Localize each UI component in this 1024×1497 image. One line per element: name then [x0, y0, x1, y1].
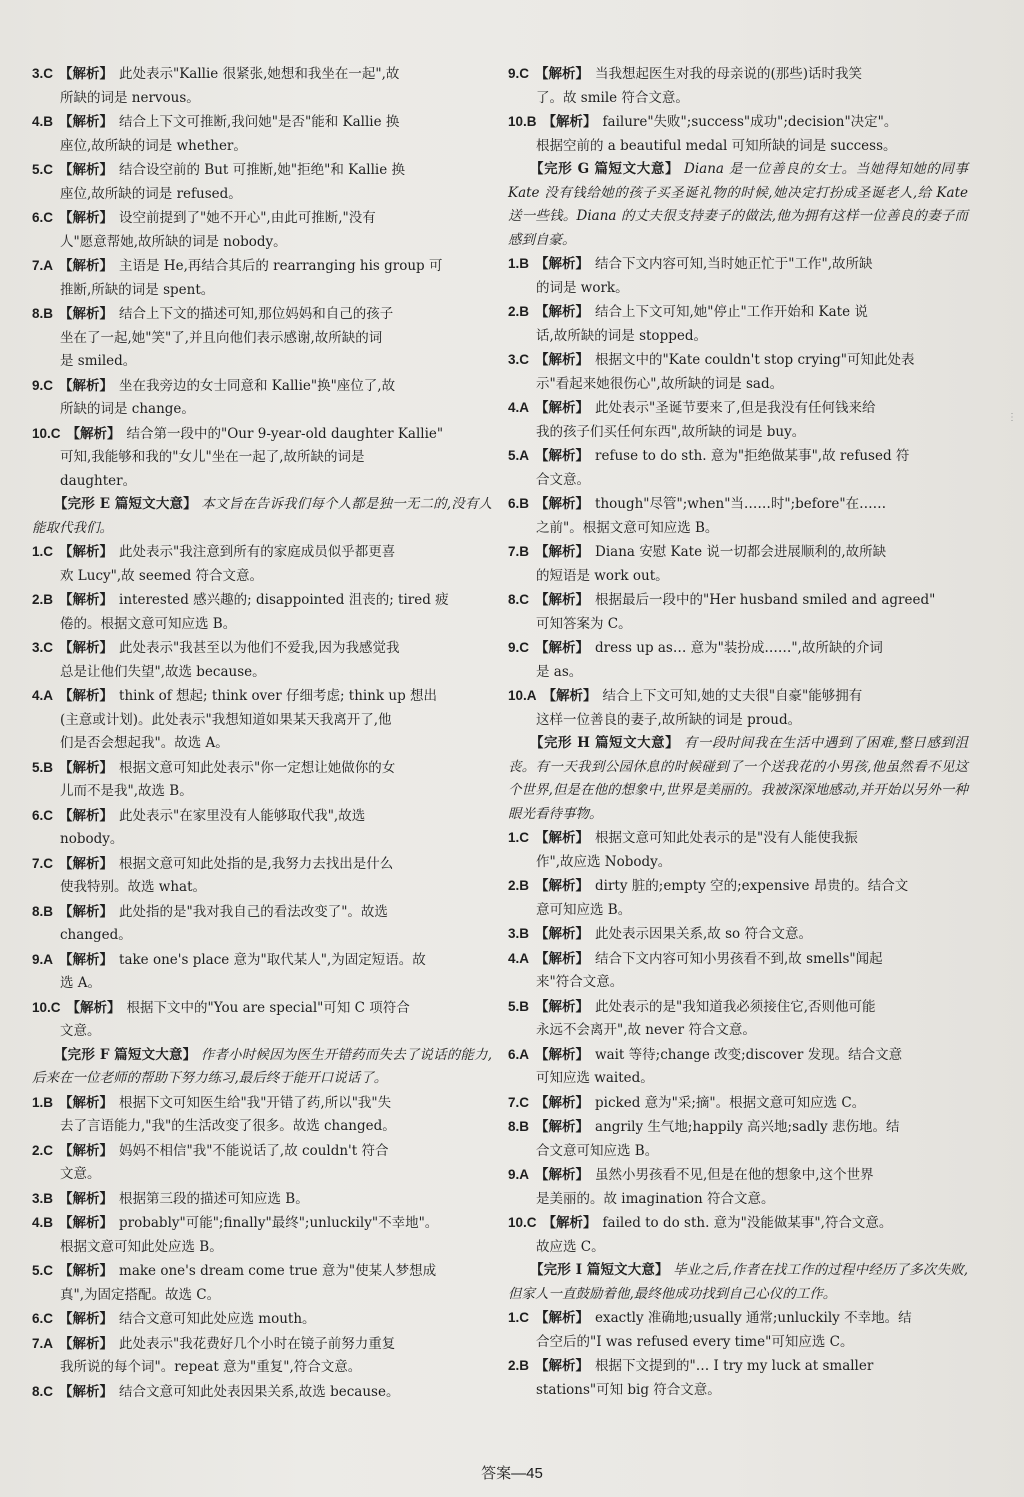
section-text-line: 毕业之后,作者在找工作的过程中经	[673, 1262, 882, 1278]
answer-number: 10.B	[508, 114, 537, 129]
answer-text-line: 根据文意可知此处应选 B。	[60, 1238, 223, 1255]
answer-item	[508, 1043, 968, 1091]
answer-text-line: 结合文意可知此处表因果关系,故选 because。	[119, 1383, 400, 1400]
answer-text-line: 根据下文可知医生给"我"开错了药,所以"我"失	[119, 1094, 392, 1111]
answer-text-line: though"尽管";when"当……时";before"在……	[595, 496, 887, 512]
answer-item	[508, 1354, 968, 1402]
analysis-tag: 【解析】	[59, 640, 114, 656]
answer-text-line: 座位,故所缺的词是 whether。	[60, 137, 247, 154]
answer-text-line: (主意或计划)。此处表示"我想知道如果某天我离开了,他	[60, 711, 392, 728]
answer-text-line: 的词是 work。	[536, 279, 629, 296]
answer-text-line: 我所说的每个词"。repeat 意为"重复",符合文意。	[60, 1359, 362, 1375]
answer-number: 7.B	[508, 544, 530, 559]
answer-item	[508, 492, 968, 540]
answer-text-line: 结合上下文可知,她"停止"工作开始和 Kate 说	[595, 304, 868, 320]
answer-text-line: 结合上下文可推断,我问她"是否"能和 Kallie 换	[119, 114, 400, 130]
answer-item	[508, 922, 968, 947]
section-text-line: 无二的,没有人能取代我们。	[32, 496, 492, 536]
answer-text-line: nobody。	[60, 831, 124, 847]
answer-item	[508, 1115, 968, 1163]
answer-text-line: 永远不会离开",故 never 符合文意。	[536, 1022, 756, 1038]
answer-text-line: 此处表示"在家里没有人能够取代我",故选	[119, 807, 366, 824]
answer-number: 4.B	[32, 1215, 54, 1230]
analysis-tag: 【解析】	[535, 1358, 590, 1374]
section-text-line: 历了多次失败,但家人一直鼓励着他,最终他成功找到自己心仪的	[508, 1262, 968, 1302]
analysis-tag: 【解析】	[535, 950, 590, 967]
answer-number: 9.A	[508, 1167, 530, 1182]
answer-text-line: 儿而不是我",故选 B。	[60, 783, 193, 799]
answer-number: 2.C	[32, 1142, 54, 1158]
analysis-tag: 【解析】	[59, 306, 114, 322]
section-title: 【完形 E 篇短文大意】	[54, 496, 197, 512]
answer-text-line: take one's place 意为"取代某人",为固定短语。故	[119, 951, 426, 968]
answer-item	[32, 302, 492, 374]
analysis-tag: 【解析】	[59, 951, 114, 968]
answer-text-line: 可知应选 waited。	[536, 1070, 654, 1086]
answer-number: 2.B	[508, 304, 530, 319]
answer-text-line: 主语是 He,再结合其后的 rearranging his group 可	[119, 258, 443, 274]
answer-text-line: 结合下文内容可知,当时她正忙于"工作",故所缺	[595, 256, 873, 272]
answer-item	[32, 422, 492, 494]
section-summary	[508, 1259, 968, 1306]
answer-number: 6.C	[32, 807, 54, 823]
answer-text-line: 根据文意可知此处指的是,我努力去找出是什么	[119, 855, 394, 872]
answer-item	[508, 252, 968, 300]
answer-item	[32, 1259, 492, 1307]
answer-text-line: 此处表示"圣诞节要来了,但是我没有任何钱来给	[595, 400, 876, 416]
answer-text-line: picked 意为"采;摘"。根据文意可知应选 C。	[595, 1094, 866, 1111]
analysis-tag: 【解析】	[59, 114, 114, 130]
answer-number: 8.B	[508, 1119, 530, 1134]
answer-text-line: 此处指的是"我对我自己的看法改变了"。故选	[119, 903, 388, 920]
answer-item	[32, 900, 492, 948]
answer-text-line: changed。	[60, 927, 132, 943]
analysis-tag: 【解析】	[535, 304, 590, 320]
answer-text-line: 之前"。根据文意可知应选 B。	[536, 519, 719, 536]
answer-text-line: probably"可能";finally"最终";unluckily"不幸地"。	[119, 1215, 439, 1231]
answer-number: 10.A	[508, 688, 537, 703]
answer-text-line: 合文意可知应选 B。	[536, 1142, 659, 1159]
answer-number: 4.A	[508, 950, 530, 966]
answer-text-line: 根据下文提到的"… I try my luck at smaller	[595, 1358, 874, 1374]
answer-number: 2.B	[508, 1358, 530, 1373]
answer-text-line: 人"愿意帮她,故所缺的词是 nobody。	[60, 233, 287, 250]
answer-text-line: 坐在我旁边的女士同意和 Kallie"换"座位了,故	[119, 377, 396, 394]
answer-text-line: 去了言语能力,"我"的生活改变了很多。故选 changed。	[60, 1118, 396, 1134]
answer-text-line: 妈妈不相信"我"不能说话了,故 couldn't 符合	[119, 1142, 389, 1159]
answer-number: 10.C	[32, 425, 61, 441]
analysis-tag: 【解析】	[535, 256, 590, 272]
answer-number: 5.C	[32, 162, 54, 177]
answer-item	[508, 1163, 968, 1211]
analysis-tag: 【解析】	[535, 878, 590, 894]
section-summary	[508, 158, 968, 252]
answer-text-line: 总是让他们失望",故选 because。	[60, 663, 266, 680]
answer-item	[32, 756, 492, 804]
analysis-tag: 【解析】	[59, 1383, 114, 1400]
answer-number: 6.B	[508, 496, 530, 511]
analysis-tag: 【解析】	[535, 1119, 590, 1135]
section-text-line: 他为拥有这样一位善良的妻子而感到自豪。	[508, 208, 969, 248]
answer-item	[32, 684, 492, 756]
answer-item	[508, 995, 968, 1043]
answer-text-line: 此处表示"我注意到所有的家庭成员似乎都更喜	[119, 544, 396, 560]
analysis-tag: 【解析】	[535, 544, 590, 560]
answer-item	[32, 1139, 492, 1187]
answer-text-line: 结合第一段中的"Our 9-year-old daughter Kallie"	[126, 425, 444, 442]
answer-text-line: 此处表示的是"我知道我必须接住它,否则他可能	[595, 998, 876, 1015]
answer-item	[508, 444, 968, 492]
answer-number: 7.C	[508, 1094, 530, 1110]
answer-text-line: 可知答案为 C。	[536, 615, 632, 632]
section-text-line: 作者小时候因为医生开错药而失去	[200, 1046, 406, 1063]
answer-number: 5.B	[508, 998, 530, 1014]
answer-item	[508, 540, 968, 588]
answer-number: 8.B	[32, 306, 54, 321]
analysis-tag: 【解析】	[59, 544, 114, 560]
answer-text-line: 这样一位善良的妻子,故所缺的词是 proud。	[536, 711, 802, 728]
answer-item	[508, 110, 968, 158]
answer-text-line: 们是否会想起我"。故选 A。	[60, 735, 229, 751]
section-title: 【完形 G 篇短文大意】	[530, 161, 680, 177]
answer-item	[32, 254, 492, 302]
answer-text-line: 座位,故所缺的词是 refused。	[60, 185, 242, 202]
answer-item	[32, 1187, 492, 1212]
analysis-tag: 【解析】	[59, 1263, 114, 1279]
answer-number: 2.B	[32, 592, 54, 607]
analysis-tag: 【解析】	[535, 926, 590, 942]
answer-text-line: 是 smiled。	[60, 353, 137, 369]
answer-number: 8.C	[32, 1383, 54, 1399]
answer-item	[508, 300, 968, 348]
answer-text-line: 当我想起医生对我的母亲说的(那些)话时我笑	[595, 66, 863, 82]
section-text-line: 成圣诞老人,给 Kate 送一些钱。Diana 的丈夫很支持妻子的做法,	[508, 184, 968, 224]
answer-number: 10.C	[32, 999, 61, 1015]
answer-number: 3.C	[508, 352, 530, 367]
analysis-tag: 【解析】	[535, 640, 590, 656]
answer-text-line: 此处表示因果关系,故 so 符合文意。	[595, 926, 812, 942]
answer-number: 1.C	[32, 544, 54, 559]
answer-item	[508, 588, 968, 636]
section-summary	[32, 1044, 492, 1091]
answer-number: 9.C	[32, 377, 54, 393]
answer-number: 1.C	[508, 1310, 530, 1325]
page-footer: 答案—45	[481, 1465, 543, 1482]
answer-item	[508, 348, 968, 396]
answer-number: 8.C	[508, 592, 530, 607]
answer-text-line: 使我特别。故选 what。	[60, 879, 207, 895]
answer-item	[32, 374, 492, 422]
analysis-tag: 【解析】	[535, 1310, 590, 1326]
answer-number: 6.C	[32, 1311, 54, 1326]
answer-text-line: dirty 脏的;empty 空的;expensive 昂贵的。结合文	[595, 878, 909, 894]
answer-item	[32, 1380, 492, 1405]
answer-text-line: 合文意。	[536, 471, 590, 488]
answer-item	[32, 206, 492, 254]
answer-item	[508, 396, 968, 444]
answer-item	[32, 636, 492, 684]
analysis-tag: 【解析】	[66, 999, 121, 1016]
answer-item	[32, 1091, 492, 1139]
answer-text-line: 可知,我能够和我的"女儿"坐在一起了,故所缺的词是	[60, 449, 365, 465]
answer-text-line: 作",故应选 Nobody。	[536, 853, 672, 870]
section-title: 【完形 I 篇短文大意】	[530, 1262, 669, 1278]
answer-text-line: 此处表示"我甚至以为他们不爱我,因为我感觉我	[119, 640, 400, 656]
section-text-line: 了说话的能力,后来在一位老师的帮助下努力练习,最后终于能开	[32, 1046, 493, 1086]
section-summary	[32, 493, 492, 540]
answer-text-line: interested 感兴趣的; disappointed 沮丧的; tired 疲	[119, 592, 449, 608]
section-text-line: 的。我被深深地感动,并开始以另外一种眼光看待事物。	[508, 782, 968, 822]
answer-number: 3.B	[32, 1190, 54, 1206]
analysis-tag: 【解析】	[542, 114, 597, 130]
answer-text-line: stations"可知 big 符合文意。	[536, 1381, 721, 1398]
analysis-tag: 【解析】	[59, 1094, 114, 1111]
answer-text-line: Diana 安慰 Kate 说一切都会进展顺利的,故所缺	[595, 544, 887, 560]
answer-item	[32, 110, 492, 158]
analysis-tag: 【解析】	[59, 855, 114, 872]
answer-number: 6.C	[32, 210, 54, 225]
analysis-tag: 【解析】	[66, 425, 121, 442]
answer-text-line: 所缺的词是 change。	[60, 401, 195, 417]
answer-item	[32, 948, 492, 996]
answer-item	[32, 996, 492, 1044]
answer-text-line: 坐在了一起,她"笑"了,并且向他们表示感谢,故所缺的词	[60, 329, 383, 346]
answer-text-line: 示"看起来她很伤心",故所缺的词是 sad。	[536, 375, 784, 392]
answer-item	[508, 947, 968, 995]
analysis-tag: 【解析】	[59, 377, 114, 394]
answer-number: 4.A	[508, 400, 530, 415]
answer-item	[32, 588, 492, 636]
answer-item	[32, 62, 492, 110]
answer-text-line: 文意。	[60, 1166, 101, 1182]
answer-text-line: daughter。	[60, 472, 137, 489]
answer-item	[508, 684, 968, 732]
section-text-line: 小男孩,他虽然看不见这个世界,但是在他的想象中,世界是美丽	[508, 758, 969, 798]
right-column	[508, 62, 968, 1402]
analysis-tag: 【解析】	[59, 759, 114, 776]
answer-number: 10.C	[508, 1215, 537, 1230]
answer-text-line: 我的孩子们买任何东西",故所缺的词是 buy。	[536, 423, 806, 440]
answer-text-line: 根据最后一段中的"Her husband smiled and agreed"	[595, 592, 936, 608]
section-text-line: 整日感到沮丧。有一天我到公园休息的时候碰到了一个送我花的	[508, 735, 969, 775]
section-text-line: 本文旨在告诉我们每个人都是独一	[201, 496, 406, 512]
answer-item	[32, 1211, 492, 1259]
answer-number: 7.A	[32, 1335, 54, 1351]
answer-text-line: failure"失败";success"成功";decision"决定"。	[602, 114, 898, 130]
answer-text-line: 来"符合文意。	[536, 974, 624, 990]
answer-number: 1.B	[508, 256, 530, 271]
analysis-tag: 【解析】	[535, 998, 590, 1015]
answer-text-line: 设空前提到了"她不开心",由此可推断,"没有	[119, 210, 376, 226]
answer-text-line: 此处表示"我花费好几个小时在镜子前努力重复	[119, 1335, 396, 1352]
answer-number: 3.C	[32, 640, 54, 655]
section-title: 【完形 F 篇短文大意】	[54, 1046, 197, 1063]
analysis-tag: 【解析】	[59, 1190, 114, 1207]
answer-text-line: 结合上下文可知,她的丈夫很"自豪"能够拥有	[602, 688, 863, 704]
section-text-line: 有一段时间我在生活中遇到了困难,	[683, 735, 899, 751]
answer-number: 3.B	[508, 926, 530, 941]
analysis-tag: 【解析】	[535, 352, 590, 368]
answer-text-line: 意可知应选 B。	[536, 901, 632, 918]
analysis-tag: 【解析】	[535, 830, 590, 846]
answer-text-line: 结合文意可知此处应选 mouth。	[119, 1311, 316, 1327]
analysis-tag: 【解析】	[59, 210, 114, 226]
answer-text-line: 根据文意可知此处表示的是"没有人能使我振	[595, 830, 858, 846]
answer-number: 5.A	[508, 448, 530, 463]
answer-item	[508, 1091, 968, 1116]
answer-text-line: 根据文意可知此处表示"你一定想让她做你的女	[119, 759, 396, 776]
answer-item	[508, 826, 968, 874]
left-column	[32, 62, 492, 1404]
analysis-tag: 【解析】	[535, 66, 590, 82]
analysis-tag: 【解析】	[59, 258, 114, 274]
analysis-tag: 【解析】	[542, 1215, 597, 1231]
answer-text-line: make one's dream come true 意为"使某人梦想成	[119, 1263, 437, 1279]
answer-item	[32, 1332, 492, 1380]
answer-text-line: wait 等待;change 改变;discover 发现。结合文意	[595, 1046, 903, 1063]
analysis-tag: 【解析】	[59, 903, 114, 920]
answer-item	[32, 804, 492, 852]
answer-text-line: 根据下文中的"You are special"可知 C 项符合	[126, 999, 410, 1016]
analysis-tag: 【解析】	[535, 1167, 590, 1183]
answer-text-line: 所缺的词是 nervous。	[60, 89, 200, 106]
answer-text-line: 真",为固定搭配。故选 C。	[60, 1286, 221, 1303]
analysis-tag: 【解析】	[542, 688, 597, 704]
margin-dots-decoration: ⋮	[1007, 412, 1016, 423]
answer-item	[32, 1307, 492, 1332]
analysis-tag: 【解析】	[535, 448, 590, 464]
answer-text-line: 是 as。	[536, 663, 583, 680]
answer-text-line: 的短语是 work out。	[536, 567, 669, 584]
analysis-tag: 【解析】	[59, 1215, 114, 1231]
answer-text-line: 文意。	[60, 1023, 101, 1039]
answer-number: 8.B	[32, 903, 54, 919]
answer-text-line: 话,故所缺的词是 stopped。	[536, 327, 707, 344]
answer-item	[32, 540, 492, 588]
answer-number: 6.A	[508, 1046, 530, 1062]
answer-text-line: failed to do sth. 意为"没能做某事",符合文意。	[602, 1215, 893, 1231]
answer-text-line: angrily 生气地;happily 高兴地;sadly 悲伤地。结	[595, 1119, 900, 1135]
answer-number: 2.B	[508, 878, 530, 893]
section-text-line: 口说话了。	[319, 1070, 388, 1086]
answer-text-line: 结合下文内容可知小男孩看不到,故 smells"闻起	[595, 950, 883, 967]
analysis-tag: 【解析】	[59, 807, 114, 824]
answer-text-line: 推断,所缺的词是 spent。	[60, 281, 215, 298]
analysis-tag: 【解析】	[59, 1311, 114, 1327]
answer-text-line: 此处表示"Kallie 很紧张,她想和我坐在一起",故	[119, 66, 400, 82]
section-title: 【完形 H 篇短文大意】	[530, 735, 680, 751]
answer-item	[508, 1306, 968, 1354]
section-text-line: 工作。	[795, 1285, 837, 1302]
section-text-line: Diana 是一位善良的女士。当她得知	[684, 161, 913, 177]
answer-text-line: 故应选 C。	[536, 1238, 605, 1255]
analysis-tag: 【解析】	[535, 400, 590, 416]
answer-number: 1.C	[508, 830, 530, 845]
answer-item	[508, 62, 968, 110]
section-summary	[508, 732, 968, 826]
answer-text-line: think of 想起; think over 仔细考虑; think up 想出	[119, 688, 438, 704]
answer-item	[508, 636, 968, 684]
answer-text-line: 选 A。	[60, 975, 102, 991]
analysis-tag: 【解析】	[59, 162, 114, 178]
answer-number: 5.C	[32, 1263, 54, 1278]
answer-number: 9.C	[508, 66, 530, 81]
analysis-tag: 【解析】	[59, 66, 114, 82]
answer-text-line: 结合上下文的描述可知,那位妈妈和自己的孩子	[119, 306, 394, 322]
answer-number: 4.A	[32, 688, 54, 703]
analysis-tag: 【解析】	[535, 1046, 590, 1063]
answer-number: 7.A	[32, 258, 54, 273]
answer-number: 1.B	[32, 1094, 54, 1110]
answer-text-line: 结合设空前的 But 可推断,她"拒绝"和 Kallie 换	[119, 162, 406, 178]
answer-text-line: 根据空前的 a beautiful medal 可知所缺的词是 success。	[536, 137, 897, 154]
analysis-tag: 【解析】	[59, 1142, 114, 1159]
answer-text-line: 了。故 smile 符合文意。	[536, 89, 689, 106]
answer-number: 4.B	[32, 114, 54, 129]
answer-item	[32, 158, 492, 206]
answer-number: 3.C	[32, 66, 54, 81]
answer-number: 9.A	[32, 951, 54, 967]
answer-text-line: refuse to do sth. 意为"拒绝做某事",故 refused 符	[595, 448, 910, 464]
answer-item	[508, 874, 968, 922]
analysis-tag: 【解析】	[59, 1335, 114, 1352]
answer-text-line: dress up as… 意为"装扮成……",故所缺的介词	[595, 640, 883, 656]
analysis-tag: 【解析】	[59, 688, 114, 704]
analysis-tag: 【解析】	[535, 592, 590, 608]
answer-text-line: 是美丽的。故 imagination 符合文意。	[536, 1190, 775, 1207]
analysis-tag: 【解析】	[535, 1094, 590, 1111]
answer-text-line: 虽然小男孩看不见,但是在他的想象中,这个世界	[595, 1167, 874, 1183]
answer-text-line: exactly 准确地;usually 通常;unluckily 不幸地。结	[595, 1310, 912, 1326]
answer-item	[508, 1211, 968, 1259]
answer-item	[32, 852, 492, 900]
section-text-line: 她的同事 Kate 没有钱给她的孩子买圣诞礼物的时候,她决定打扮	[508, 161, 969, 201]
analysis-tag: 【解析】	[59, 592, 114, 608]
answer-text-line: 根据第三段的描述可知应选 B。	[119, 1190, 309, 1207]
answer-text-line: 根据文中的"Kate couldn't stop crying"可知此处表	[595, 352, 915, 368]
answer-number: 7.C	[32, 855, 54, 871]
answer-text-line: 合空后的"I was refused every time"可知应选 C。	[536, 1333, 854, 1350]
answer-text-line: 欢 Lucy",故 seemed 符合文意。	[60, 567, 264, 584]
answer-number: 5.B	[32, 759, 54, 775]
answer-text-line: 倦的。根据文意可知应选 B。	[60, 615, 237, 632]
answer-number: 9.C	[508, 640, 530, 655]
analysis-tag: 【解析】	[535, 496, 590, 512]
